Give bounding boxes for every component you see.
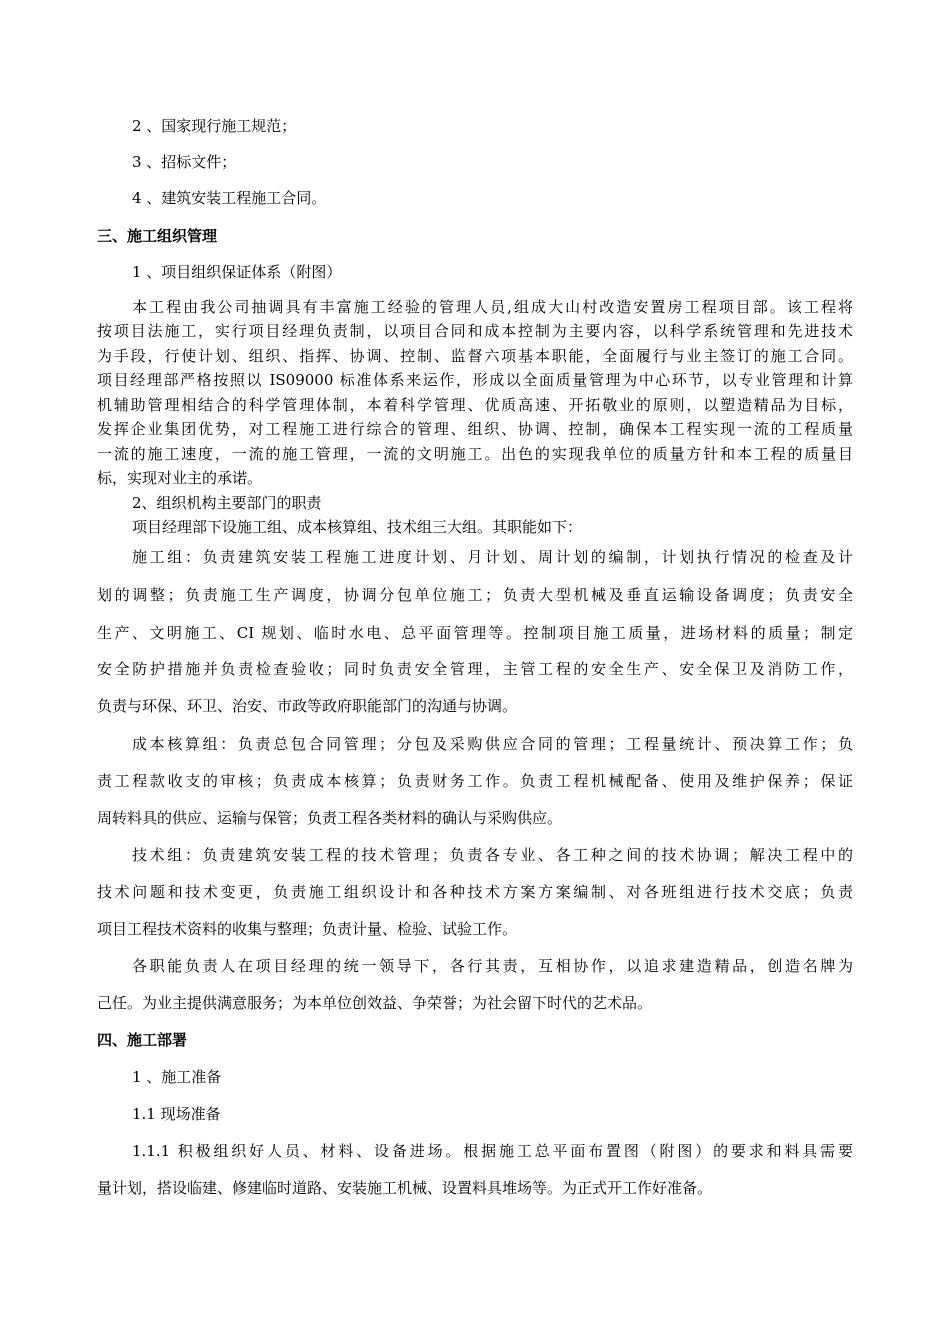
list-item: 3 、招标文件； [132,153,237,171]
paragraph-line: 项目经理部严格按照以 IS09000 标准体系来运作，形成以全面质量管理为中心环节，以专业管理和计算 [97,371,853,389]
paragraph-line: 技术问题和技术变更，负责施工组织设计和各种技术方案方案编制、对各班组进行技术交底；负责 [97,883,853,901]
paragraph-line: 按项目法施工，实行项目经理负责制，以项目合同和成本控制为主要内容，以科学系统管理和先进技术 [97,322,853,340]
paragraph-line: 本工程由我公司抽调具有丰富施工经验的管理人员,组成大山村改造安置房工程项目部。该工程将 [132,298,853,316]
paragraph-line: 量计划，搭设临建、修建临时道路、安装施工机械、设置料具堆场等。为正式开工作好准备。 [97,1179,713,1197]
subsection-title: 1.1 现场准备 [132,1105,221,1123]
paragraph-line: 成本核算组：负责总包合同管理；分包及采购供应合同的管理；工程量统计、预决算工作；负 [132,735,853,753]
paragraph-line: 机辅助管理相结合的科学管理体制，本着科学管理、优质高速、开拓敬业的原则，以塑造精品为目标， [97,396,853,414]
subsection-title: 2、组织机构主要部门的职责 [132,494,322,512]
paragraph-line: 各职能负责人在项目经理的统一领导下，各行其责，互相协作，以追求建造精品，创造名牌为 [132,957,853,975]
paragraph-line: 1.1.1 积极组织好人员、材料、设备进场。根据施工总平面布置图（附图）的要求和料具需要 [132,1142,853,1160]
section-heading: 三、施工组织管理 [97,227,218,245]
paragraph-line: 安全防护措施并负责检查验收；同时负责安全管理，主管工程的安全生产、安全保卫及消防工作， [97,660,853,678]
paragraph-line: 为手段，行使计划、组织、指挥、协调、控制、监督六项基本职能，全面履行与业主签订的施工合同。 [97,347,853,365]
paragraph-line: 负责与环保、环卫、治安、市政等政府职能部门的沟通与协调。 [97,697,518,715]
paragraph-line: 周转料具的供应、运输与保管；负责工程各类材料的确认与采购供应。 [97,809,563,827]
paragraph-line: 发挥企业集团优势，对工程施工进行综合的管理、组织、协调、控制，确保本工程实现一流的工程质量 [97,420,853,438]
paragraph-line: 生产、文明施工、CI 规划、临时水电、总平面管理等。控制项目施工质量，进场材料的质量；制定 [97,624,853,642]
paragraph-line: 标，实现对业主的承诺。 [97,469,263,487]
paragraph-line: 己任。为业主提供满意服务；为本单位创效益、争荣誉；为社会留下时代的艺术品。 [97,994,653,1012]
paragraph-line: 一流的施工速度，一流的施工管理，一流的文明施工。出色的实现我单位的质量方针和本工程的质量目 [97,445,853,463]
subsection-title: 1 、项目组织保证体系（附图） [132,263,342,281]
paragraph-line: 技术组：负责建筑安装工程的技术管理；负责各专业、各工种之间的技术协调；解决工程中的 [132,846,853,864]
list-item: 4 、建筑安装工程施工合同。 [132,189,327,207]
list-item: 2 、国家现行施工规范； [132,117,297,135]
paragraph-line: 划的调整；负责施工生产调度，协调分包单位施工；负责大型机械及垂直运输设备调度；负责安全 [97,586,853,604]
paragraph-line: 项目经理部下设施工组、成本核算组、技术组三大组。其职能如下： [132,518,583,536]
paragraph-line: 施工组：负责建筑安装工程施工进度计划、月计划、周计划的编制，计划执行情况的检查及计 [132,548,853,566]
section-heading: 四、施工部署 [97,1031,188,1049]
subsection-title: 1 、施工准备 [132,1068,222,1086]
paragraph-line: 项目工程技术资料的收集与整理；负责计量、检验、试验工作。 [97,920,518,938]
paragraph-line: 责工程款收支的审核；负责成本核算；负责财务工作。负责工程机械配备、使用及维护保养；保证 [97,772,853,790]
